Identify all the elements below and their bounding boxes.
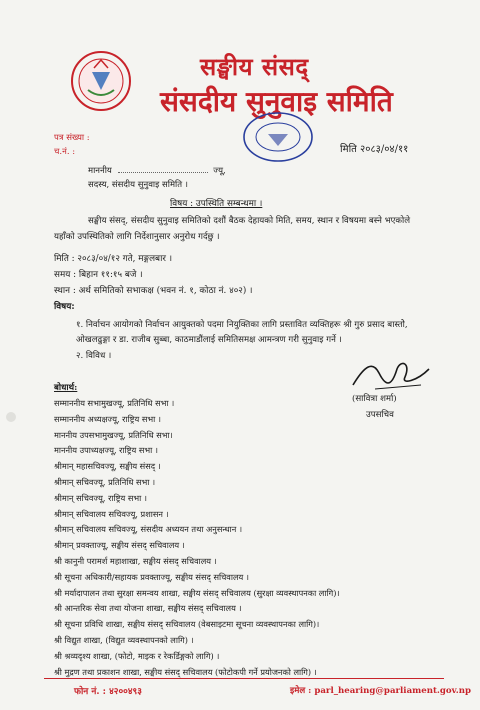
nepal-emblem-icon (70, 50, 132, 112)
punch-hole (6, 412, 16, 422)
letter-subject (170, 197, 262, 209)
subject-text: विषय : उपस्थिति सम्बन्धमा । (170, 199, 263, 209)
cc-item: श्री मर्यादापालन तथा सुरक्षा समन्वय शाखा, सङ्घीय संसद् सचिवालय (सुरक्षा व्यवस्थापनका लागि)। (54, 587, 340, 598)
letter-date: मिति २०८३/०४/११ (340, 144, 409, 155)
cc-item: सम्माननीय अध्यक्षज्यू, राष्ट्रिय सभा । (54, 413, 161, 424)
cc-item: श्री श्रव्यदृश्य शाखा, (फोटो, माइक र रेकर्डिङ्गको लागि) । (54, 650, 220, 661)
recipient-line (88, 164, 226, 176)
cc-item: श्री आन्तरिक सेवा तथा योजना शाखा, सङ्घीय संसद् सचिवालय । (54, 603, 242, 614)
signatory-title: उपसचिव (366, 410, 394, 420)
recipient-suffix: ज्यू, (213, 166, 226, 176)
cc-title: बोधार्थ: (54, 383, 78, 393)
footer-email: इमेल : parl_hearing@parliament.gov.np (290, 686, 472, 696)
cc-item: श्री कानुनी परामर्श महाशाखा, सङ्घीय संसद् सचिवालय । (54, 555, 217, 566)
cc-item: माननीय उपसभामुखज्यू, प्रतिनिधि सभा। (54, 429, 173, 440)
cc-item: श्री मुद्रण तथा प्रकाशन शाखा, सङ्घीय संसद् सचिवालय (फोटोकपी गर्ने प्रयोजनको लागि) । (54, 666, 317, 677)
cc-list (54, 396, 340, 680)
committee-title: संसदीय सुनुवाइ समिति (160, 85, 393, 118)
meeting-place: स्थान : अर्थ समितिको सभाकक्ष (भवन नं. १, कोठा नं. ४०२) । (54, 286, 253, 296)
recipient-name-blank (118, 164, 208, 173)
footer-divider (44, 678, 444, 679)
meeting-date: मिति : २०८३/०४/१२ गते, मङ्गलबार । (54, 254, 173, 264)
cc-item: श्री विद्युत शाखा, (विद्युत व्यवस्थापनको लागि) । (54, 634, 194, 645)
dispatch-number-label: च.नं. : (54, 147, 76, 157)
cc-item: श्रीमान् सचिवालय सचिवज्यू, संसदीय अध्ययन तथा अनुसन्धान । (54, 524, 243, 535)
cc-item: सम्माननीय सभामुखज्यू, प्रतिनिधि सभा । (54, 398, 175, 408)
signature-icon (345, 355, 435, 395)
footer-phone: फोन नं. : ४२००४९३ (74, 687, 142, 697)
agenda-item: २. विविध । (76, 351, 112, 361)
cc-item: श्रीमान् प्रवक्ताज्यू, सङ्घीय संसद् सचिवालय । (54, 540, 185, 551)
cc-item: श्रीमान् महासचिवज्यू, सङ्घीय संसद् । (54, 461, 161, 472)
recipient-designation: सदस्य, संसदीय सुनुवाइ समिति । (88, 180, 189, 190)
cc-item: श्रीमान् सचिवालय सचिवज्यू, प्रशासन । (54, 508, 169, 519)
agenda-label: विषय: (54, 302, 75, 312)
cc-item: श्री सूचना अधिकारी/सहायक प्रवक्ताज्यू, सङ्घीय संसद् सचिवालय । (54, 571, 249, 582)
cc-item: माननीय उपाध्यक्षज्यू, राष्ट्रिय सभा । (54, 445, 159, 456)
parliament-title: सङ्घीय संसद् (200, 52, 309, 81)
letter-body: सङ्घीय संसद्, संसदीय सुनुवाइ समितिको दशौं बैठक देहायको मिति, समय, स्थान र विषयमा बस्ने भएकोले यहाँको उपस्थितिको लागि निर्देशानुसार अनुरोध गर्दछु । (54, 216, 411, 242)
agenda-item: १. निर्वाचन आयोगको निर्वाचन आयुक्तको पदमा नियुक्तिका लागि प्रस्तावित व्यक्तिहरू श्री गुरु प्रसाद बास्तोे, ओखलढुङ्गा र डा. राजीब सुब्बा, काठमाडौंलाई समितिसमक्ष आमन्त्रण गरी सुनुवाइ गर्ने । (76, 320, 408, 345)
reference-number-label: पत्र संख्या : (54, 133, 90, 143)
cc-item: श्री सूचना प्रविधि शाखा, सङ्घीय संसद् सचिवालय (वेबसाइटमा सूचना व्यवस्थापनका लागि)। (54, 619, 320, 630)
cc-item: श्रीमान् सचिवज्यू, प्रतिनिधि सभा । (54, 476, 156, 487)
signatory-name: (सावित्रा शर्मा) (352, 394, 397, 404)
recipient-prefix: माननीय (88, 166, 112, 176)
cc-item: श्रीमान् सचिवज्यू, राष्ट्रिय सभा । (54, 492, 147, 503)
committee-stamp-icon (240, 110, 316, 164)
meeting-time: समय : बिहान ११:१५ बजे । (54, 270, 143, 280)
